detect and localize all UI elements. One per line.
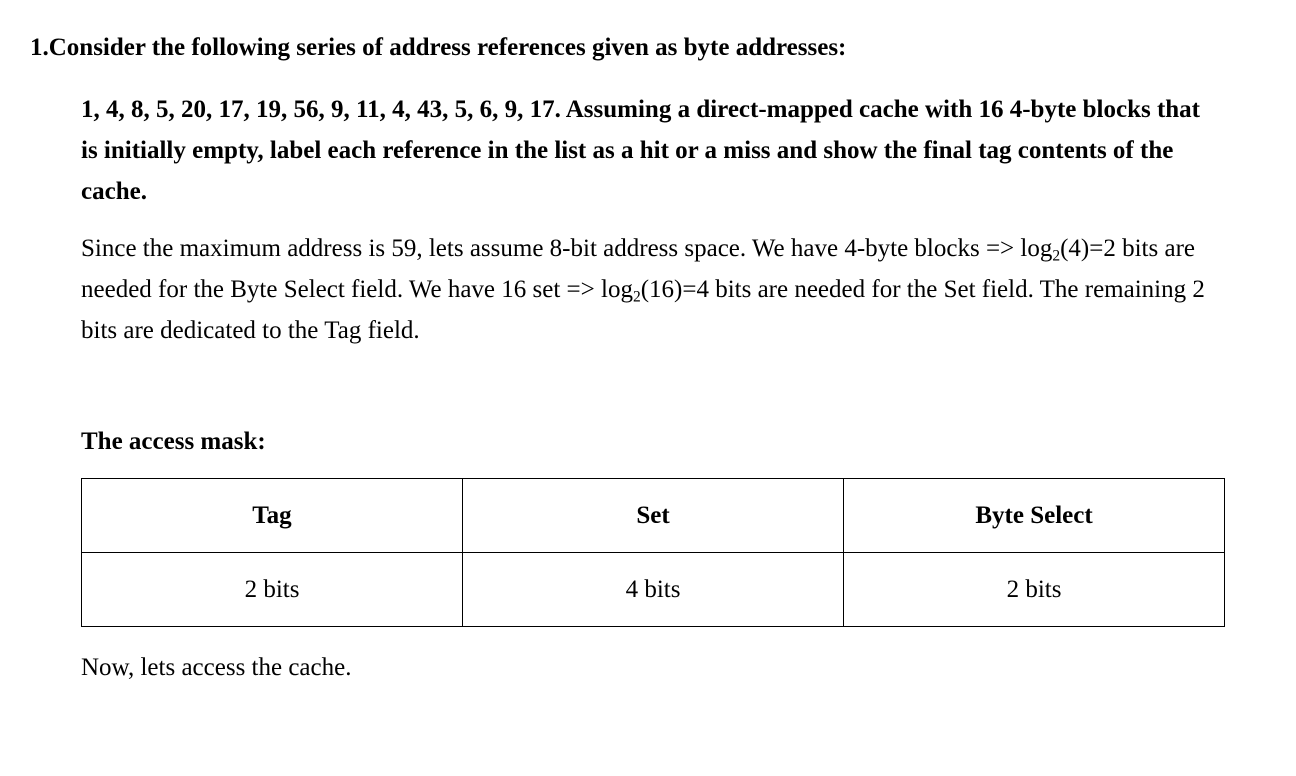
header-set: Set [463,479,844,553]
log-term-1 [1020,235,1061,265]
log-base: 2 [1052,247,1061,265]
question-body: 1, 4, 8, 5, 20, 17, 19, 56, 9, 11, 4, 43, 5, 6, 9, 17. Assuming a direct-mapped cache with 16 4-byte blocks that is initially empty, label each reference in the list as a hit or a miss and show the final tag contents of the cache. [81,96,1201,205]
table-header-row [82,479,1225,553]
access-mask-title: The access mask: [81,428,266,455]
log-term-2 [601,276,641,306]
log-word: log [601,276,633,303]
tag-bits: 2 bits [82,553,463,627]
set-bits: 4 bits [463,553,844,627]
log-base: 2 [632,288,641,306]
access-mask-table [81,478,1225,627]
header-byte-select: Byte Select [844,479,1225,553]
explanation-paragraph [81,228,1221,351]
access-cache-text: Now, lets access the cache. [81,654,352,681]
explanation-sentence-1: Since the maximum address is 59, lets assume 8-bit address space. We have 4-byte blocks => [81,235,1015,262]
header-tag: Tag [82,479,463,553]
question-heading: 1.Consider the following series of address references given as byte addresses: [30,34,847,61]
byte-select-bits: 2 bits [844,553,1225,627]
explanation-sentence-2: (4)=2 bits are needed for the Byte Select field. We have 16 set => [81,235,1195,303]
log-word: log [1020,235,1053,262]
table-row [82,553,1225,627]
explanation-sentence-3: (16)=4 bits are needed for the Set field. The remaining 2 bits are dedicated to the Tag field. [81,276,1205,344]
